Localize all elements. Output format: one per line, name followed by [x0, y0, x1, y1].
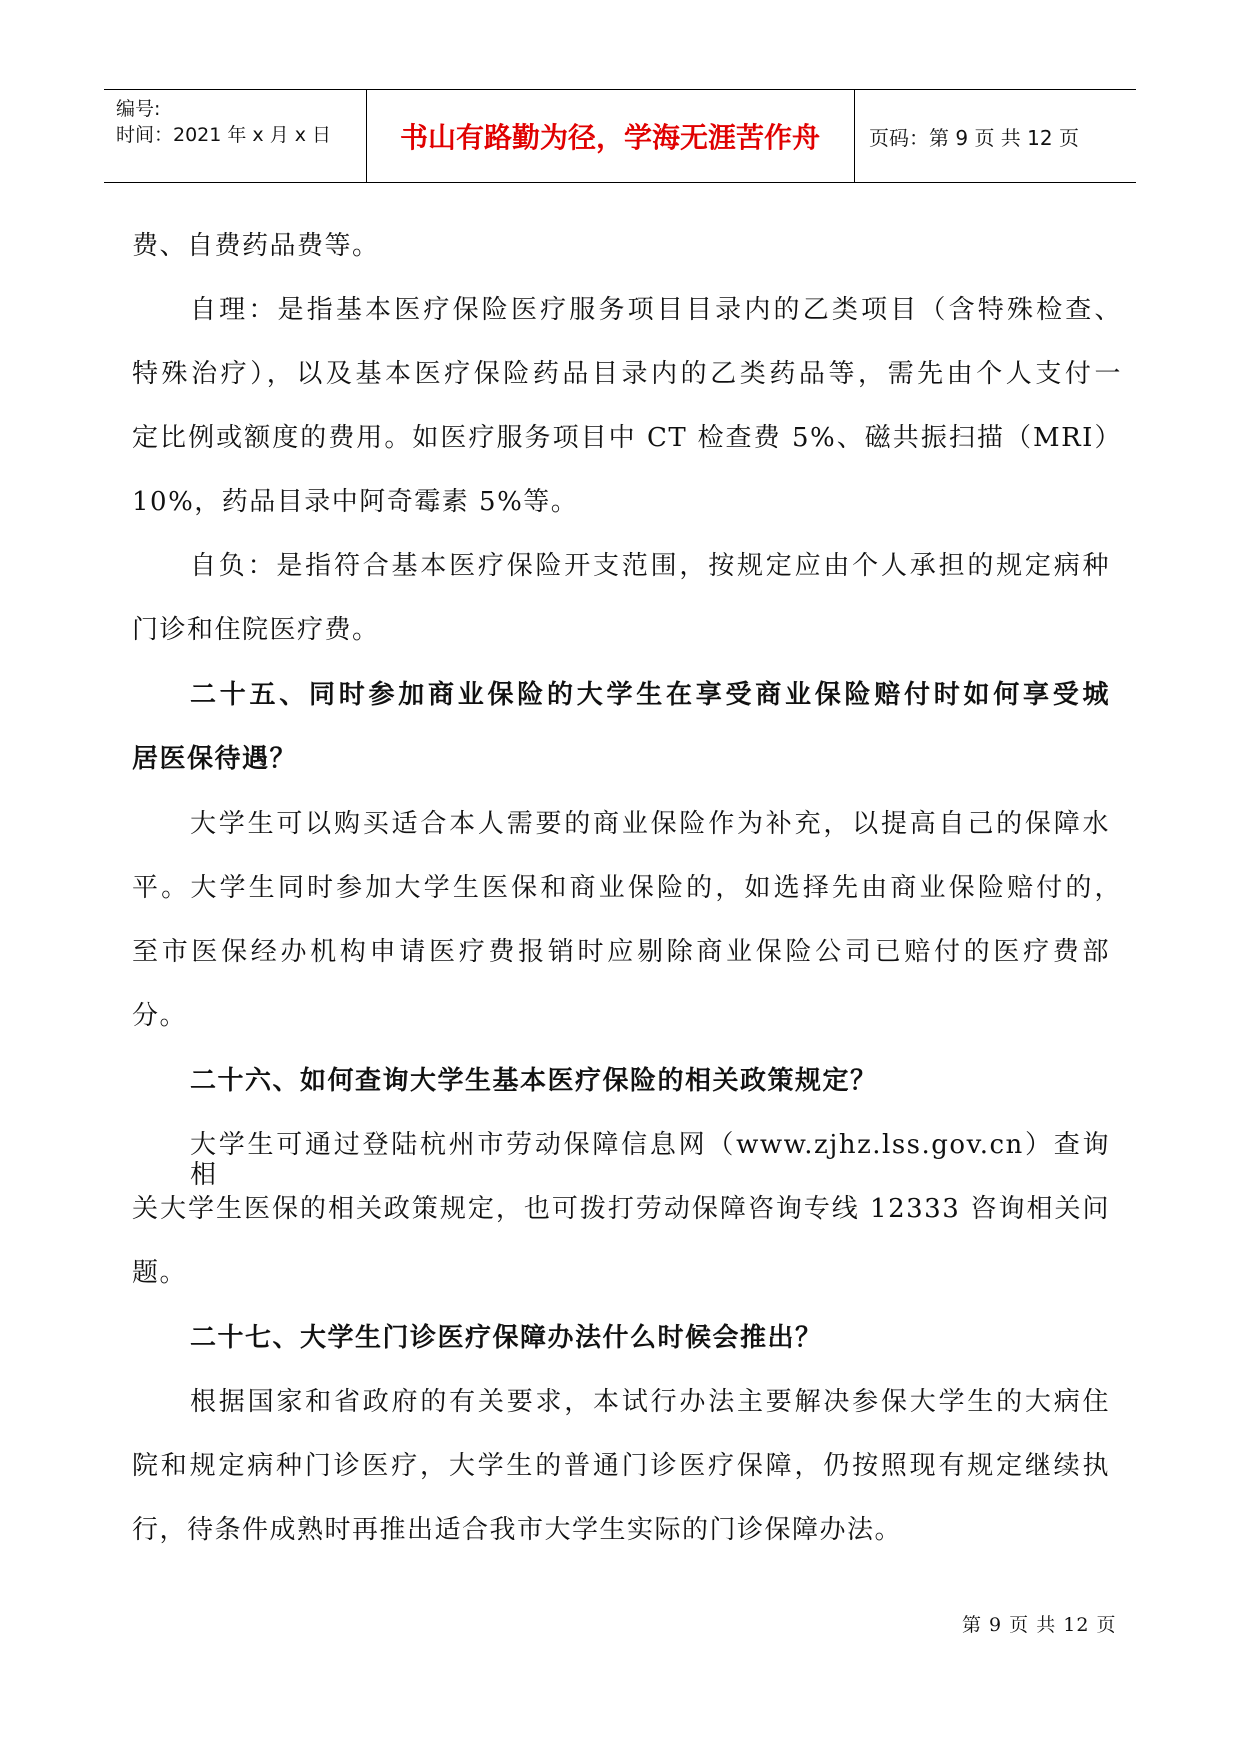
body-line: 10%，药品目录中阿奇霉素 5%等。	[132, 487, 579, 517]
body-line: 院和规定病种门诊医疗，大学生的普通门诊医疗保障，仍按照现有规定继续执	[132, 1451, 1110, 1481]
body-line: 大学生可通过登陆杭州市劳动保障信息网（www.zjhz.lss.gov.cn）查询相	[190, 1130, 1110, 1190]
page-footer: 第 9 页 共 12 页	[962, 1614, 1117, 1636]
header-page-info: 页码：第 9 页 共 12 页	[869, 125, 1079, 150]
body-line: 关大学生医保的相关政策规定，也可拨打劳动保障咨询专线 12333 咨询相关问	[132, 1194, 1110, 1224]
header-divider	[854, 90, 855, 182]
header-meta	[116, 96, 331, 148]
body-line: 门诊和住院医疗费。	[132, 615, 380, 645]
section-heading: 二十五、同时参加商业保险的大学生在享受商业保险赔付时如何享受城	[190, 680, 1110, 710]
body-line: 特殊治疗），以及基本医疗保险药品目录内的乙类药品等，需先由个人支付一	[132, 359, 1122, 389]
body-line: 题。	[132, 1258, 188, 1288]
body-line: 大学生可以购买适合本人需要的商业保险作为补充，以提高自己的保障水	[190, 809, 1110, 839]
body-line: 平。大学生同时参加大学生医保和商业保险的，如选择先由商业保险赔付的，	[132, 873, 1122, 903]
page-header	[104, 89, 1136, 183]
section-heading: 居医保待遇？	[132, 744, 298, 774]
body-line: 分。	[132, 1001, 188, 1031]
header-motto: 书山有路勤为径，学海无涯苦作舟	[399, 121, 820, 154]
body-line: 费、自费药品费等。	[132, 231, 380, 261]
time-label: 时间：2021 年 x 月 x 日	[116, 124, 332, 146]
body-line: 自负：是指符合基本医疗保险开支范围，按规定应由个人承担的规定病种	[190, 551, 1110, 581]
body-line: 定比例或额度的费用。如医疗服务项目中 CT 检查费 5%、磁共振扫描（MRI）	[132, 423, 1122, 453]
body-line: 根据国家和省政府的有关要求，本试行办法主要解决参保大学生的大病住	[190, 1387, 1110, 1417]
body-line: 自理：是指基本医疗保险医疗服务项目目录内的乙类项目（含特殊检查、	[190, 295, 1122, 325]
serial-label: 编号:	[116, 98, 161, 120]
body-line: 行，待条件成熟时再推出适合我市大学生实际的门诊保障办法。	[132, 1515, 903, 1545]
section-heading: 二十六、如何查询大学生基本医疗保险的相关政策规定？	[190, 1066, 878, 1096]
section-heading: 二十七、大学生门诊医疗保障办法什么时候会推出？	[190, 1323, 823, 1353]
body-line: 至市医保经办机构申请医疗费报销时应剔除商业保险公司已赔付的医疗费部	[132, 937, 1110, 967]
